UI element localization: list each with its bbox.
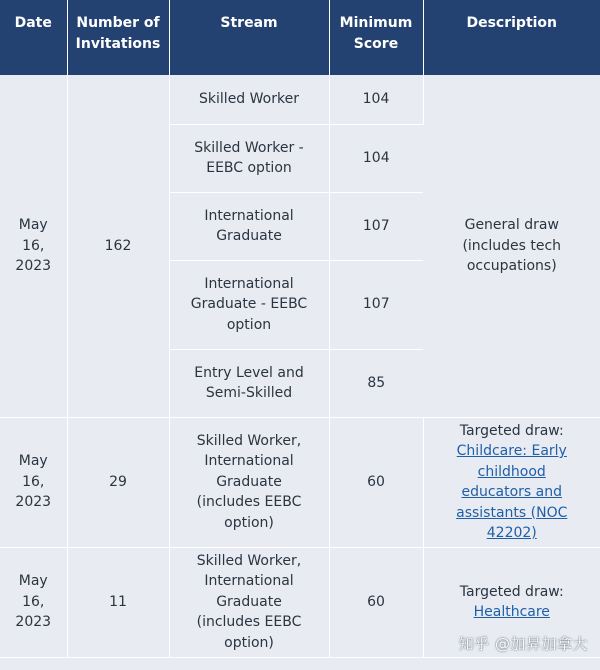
childcare-link[interactable]: Childcare: Early childhood educators and assistants (NOC 42202) — [456, 443, 568, 541]
description-cell — [423, 417, 600, 547]
score-cell: 107 — [329, 192, 423, 260]
stream-cell: Skilled Worker - EEBC option — [169, 124, 329, 192]
stream-cell: Entry Level and Semi-Skilled — [169, 349, 329, 417]
header-stream: Stream — [169, 0, 329, 75]
score-cell: 85 — [329, 349, 423, 417]
stream-cell: Skilled Worker — [169, 75, 329, 124]
stream-cell: Skilled Worker, International Graduate (includes EEBC option) — [169, 547, 329, 657]
date-cell: May 16, 2023 — [0, 75, 67, 417]
stream-cell: International Graduate — [169, 192, 329, 260]
stream-cell: Skilled Worker, International Graduate (includes EEBC option) — [169, 417, 329, 547]
header-row — [0, 0, 600, 75]
table-row — [0, 417, 600, 547]
score-cell: 107 — [329, 260, 423, 349]
header-minimum-score: Minimum Score — [329, 0, 423, 75]
description-prefix: Targeted draw: — [459, 583, 564, 600]
header-invitations: Number of Invitations — [67, 0, 169, 75]
table-row — [0, 75, 600, 124]
healthcare-link[interactable]: Healthcare — [473, 604, 550, 620]
invitations-cell: 11 — [67, 547, 169, 657]
header-date: Date — [0, 0, 67, 75]
description-prefix: Targeted draw: — [459, 422, 564, 439]
header-description: Description — [423, 0, 600, 75]
date-cell: May 16, 2023 — [0, 417, 67, 547]
description-cell: General draw (includes tech occupations) — [423, 75, 600, 417]
invitations-cell: 162 — [67, 75, 169, 417]
invitations-cell: 29 — [67, 417, 169, 547]
score-cell: 60 — [329, 547, 423, 657]
stream-cell: International Graduate - EEBC option — [169, 260, 329, 349]
score-cell: 60 — [329, 417, 423, 547]
score-cell: 104 — [329, 124, 423, 192]
date-cell: May 16, 2023 — [0, 547, 67, 657]
score-cell: 104 — [329, 75, 423, 124]
watermark: 知乎 @加昇加拿大 — [458, 635, 588, 653]
